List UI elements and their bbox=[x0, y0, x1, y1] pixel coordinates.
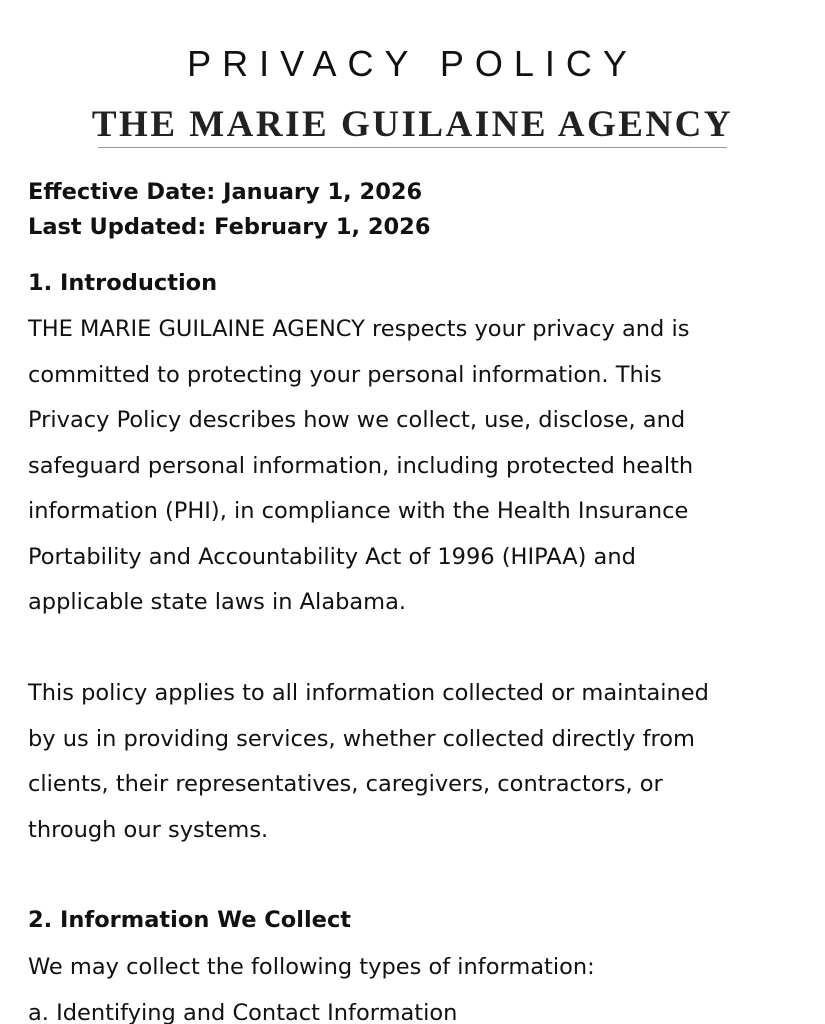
introduction-paragraph-1 bbox=[28, 307, 818, 626]
introduction-paragraph-2 bbox=[28, 671, 818, 853]
section-heading-information-we-collect: 2. Information We Collect bbox=[28, 907, 352, 933]
title-divider bbox=[98, 147, 727, 148]
agency-name: THE MARIE GUILAINE AGENCY bbox=[91, 104, 734, 145]
effective-date: Effective Date: January 1, 2026 bbox=[28, 179, 423, 205]
paragraph-line: by us in providing services, whether collected directly from bbox=[28, 725, 695, 752]
paragraph-line: applicable state laws in Alabama. bbox=[28, 589, 407, 615]
last-updated-date: Last Updated: February 1, 2026 bbox=[28, 214, 431, 240]
paragraph-line: Portability and Accountability Act of 1996 (HIPAA) and bbox=[28, 543, 636, 570]
paragraph-line: clients, their representatives, caregivers, contractors, or bbox=[28, 771, 663, 797]
paragraph-line: This policy applies to all information collected or maintained bbox=[28, 680, 709, 706]
page-title: PRIVACY POLICY bbox=[187, 43, 638, 84]
information-collected-list bbox=[28, 945, 818, 1024]
section-heading-introduction: 1. Introduction bbox=[28, 270, 218, 296]
paragraph-line: THE MARIE GUILAINE AGENCY respects your privacy and is bbox=[28, 316, 690, 342]
paragraph-line: Privacy Policy describes how we collect, use, disclose, and bbox=[28, 407, 686, 433]
paragraph-line: information (PHI), in compliance with the Health Insurance bbox=[28, 498, 689, 524]
paragraph-line: safeguard personal information, including protected health bbox=[28, 452, 694, 479]
paragraph-line: committed to protecting your personal information. This bbox=[28, 361, 662, 388]
subheading-identifying-contact: a. Identifying and Contact Information bbox=[28, 999, 458, 1024]
paragraph-line: through our systems. bbox=[28, 816, 269, 843]
section-intro-line: We may collect the following types of information: bbox=[28, 954, 595, 980]
